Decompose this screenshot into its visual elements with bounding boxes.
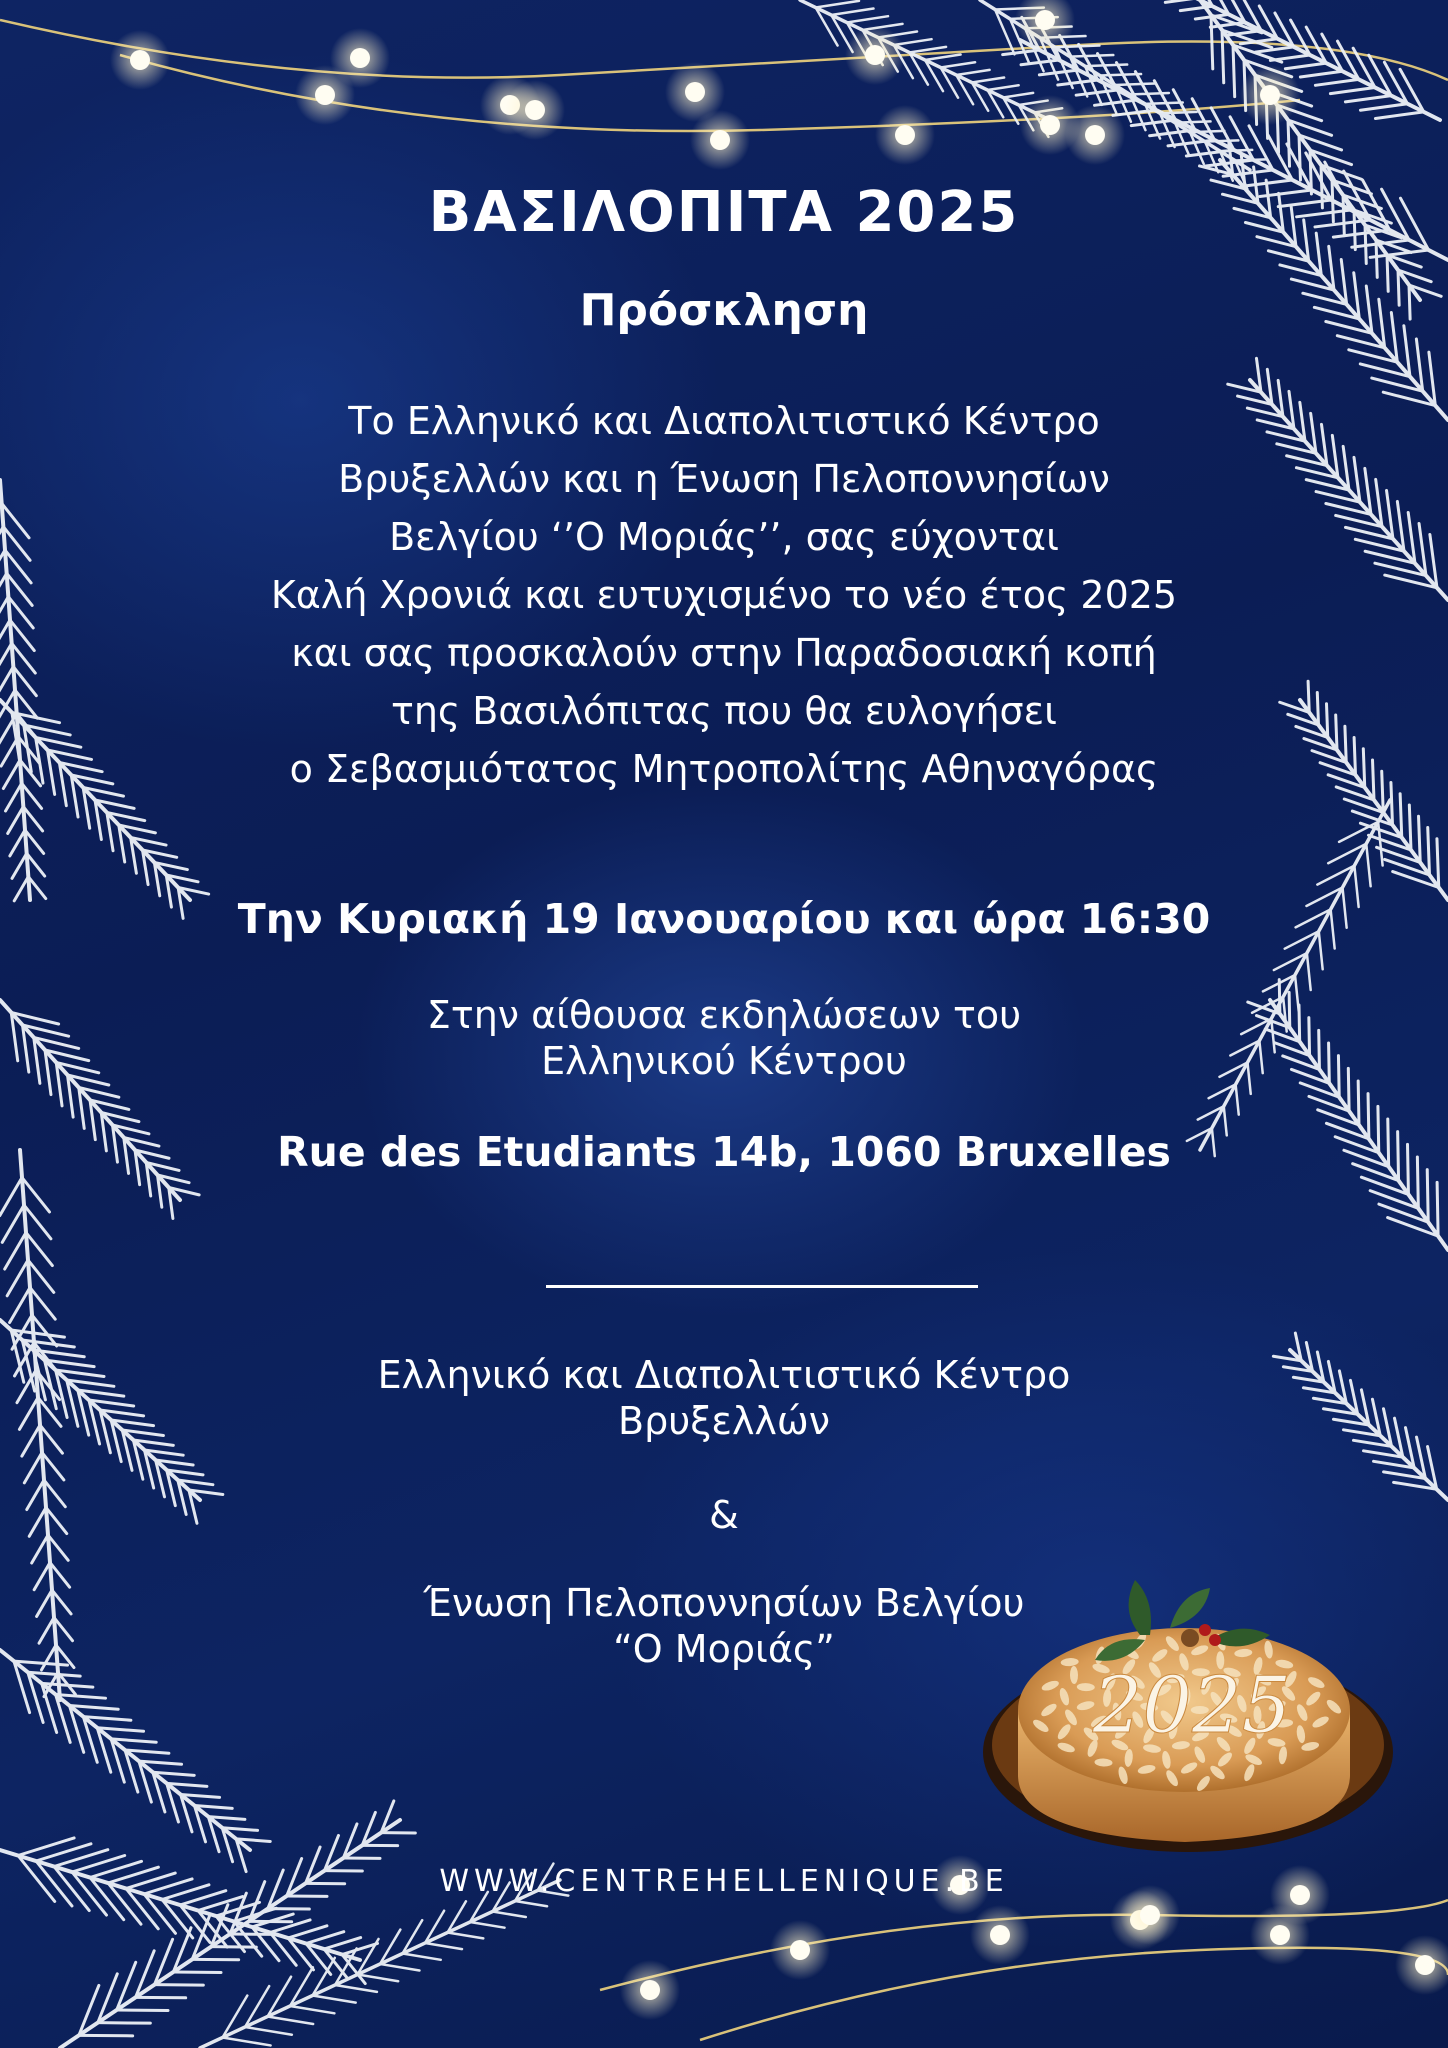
light-bulb-icon	[865, 45, 885, 65]
light-bulb-icon	[1040, 115, 1060, 135]
light-bulb-icon	[1035, 10, 1055, 30]
divider	[546, 1285, 978, 1288]
invitation-text	[0, 392, 1448, 798]
light-bulb-icon	[1260, 85, 1280, 105]
light-bulb-icon	[990, 1925, 1010, 1945]
organizer-line: “Ο Μοριάς”	[613, 1627, 835, 1671]
organizer-line: Ελληνικό και Διαπολιτιστικό Κέντρο	[377, 1353, 1071, 1397]
light-bulb-icon	[1140, 1905, 1160, 1925]
invitation-line: Το Ελληνικό και Διαπολιτιστικό Κέντρο	[348, 399, 1100, 443]
invitation-line: Βρυξελλών και η Ένωση Πελοποννησίων	[338, 457, 1110, 501]
ampersand: &	[709, 1493, 739, 1537]
light-bulb-icon	[640, 1980, 660, 2000]
light-bulb-icon	[1270, 1925, 1290, 1945]
venue-line: Ελληνικού Κέντρου	[541, 1039, 907, 1083]
venue-line: Στην αίθουσα εκδηλώσεων του	[426, 993, 1022, 1037]
light-bulb-icon	[1415, 1955, 1435, 1975]
light-bulb-icon	[1085, 125, 1105, 145]
event-datetime: Την Κυριακή 19 Ιανουαρίου και ώρα 16:30	[237, 895, 1211, 943]
invitation-line: Βελγίου ‘’Ο Μοριάς’’, σας εύχονται	[389, 515, 1059, 559]
page-title: ΒΑΣΙΛΟΠΙΤΑ 2025	[428, 180, 1020, 245]
light-bulb-icon	[895, 125, 915, 145]
invitation-line: Καλή Χρονιά και ευτυχισμένο το νέο έτος 2025	[270, 573, 1178, 617]
cake-year-label: 2025	[1092, 1661, 1292, 1751]
light-bulb-icon	[350, 48, 370, 68]
organizer-line: Βρυξελλών	[618, 1399, 830, 1443]
white-fir-branch-icon	[0, 1650, 270, 1872]
light-bulb-icon	[525, 100, 545, 120]
invitation-line: της Βασιλόπιτας που θα ευλογήσει	[390, 689, 1058, 733]
organizer-line: Ένωση Πελοποννησίων Βελγίου	[423, 1581, 1025, 1625]
organizer-2	[0, 1580, 1448, 1672]
invitation-line: ο Σεβασμιότατος Μητροπολίτης Αθηναγόρας	[289, 747, 1159, 791]
light-bulb-icon	[130, 50, 150, 70]
light-bulb-icon	[315, 85, 335, 105]
invitation-subtitle: Πρόσκληση	[579, 285, 869, 336]
light-bulb-icon	[685, 82, 705, 102]
light-bulb-icon	[790, 1940, 810, 1960]
organizer-1	[0, 1352, 1448, 1444]
light-bulb-icon	[710, 130, 730, 150]
event-address: Rue des Etudiants 14b, 1060 Bruxelles	[277, 1128, 1171, 1176]
event-venue	[0, 992, 1448, 1084]
website-link[interactable]: WWW.CENTREHELLENIQUE.BE	[439, 1864, 1009, 1899]
invitation-line: και σας προσκαλούν στην Παραδοσιακή κοπή	[291, 631, 1157, 675]
